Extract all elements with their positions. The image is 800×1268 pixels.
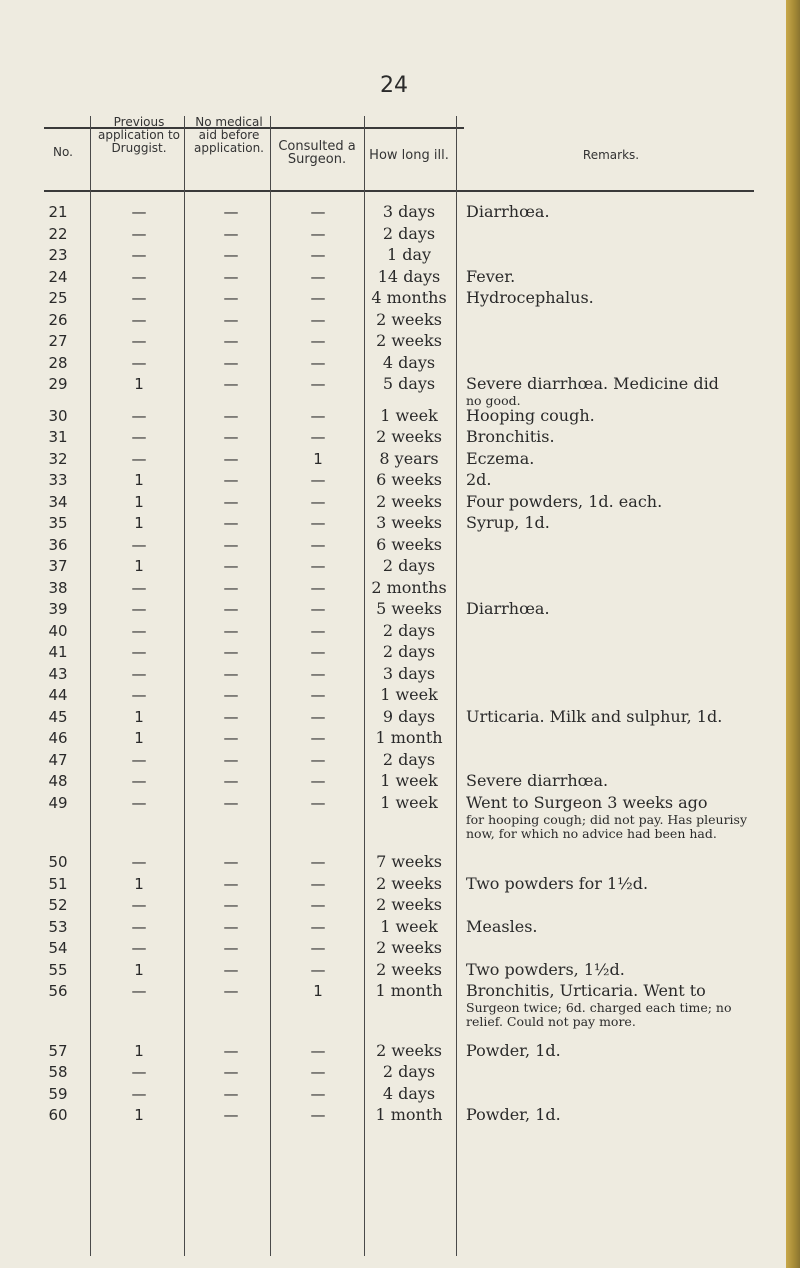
cell-no: 60 [48, 1106, 68, 1124]
cell-previous-application: 1 [134, 1041, 144, 1060]
cell-consulted-surgeon: — [310, 203, 326, 221]
cell-no-medical-aid: — [223, 289, 239, 307]
cell-how-long-ill: 2 weeks [376, 331, 442, 350]
cell-how-long-ill: 8 years [379, 448, 439, 468]
cell-previous-application: — [131, 939, 147, 957]
cell-no-medical-aid: — [223, 535, 239, 554]
cell-no-medical-aid: — [223, 246, 239, 264]
cell-no: 39 [48, 600, 68, 618]
cell-no-medical-aid: — [223, 492, 239, 511]
cell-no-medical-aid: — [223, 939, 239, 957]
cell-consulted-surgeon: — [310, 353, 326, 372]
cell-previous-application: — [131, 203, 147, 221]
cell-remarks: Powder, 1d. [466, 1105, 561, 1124]
header-how-long-ill: How long ill. [369, 148, 449, 163]
column-rule-5 [456, 116, 457, 1256]
cell-no-medical-aid: — [223, 643, 239, 661]
page-number: 24 [380, 73, 408, 98]
cell-consulted-surgeon: — [310, 621, 326, 640]
book-edge [786, 0, 800, 1268]
cell-how-long-ill: 2 weeks [376, 895, 442, 914]
cell-consulted-surgeon: — [310, 492, 326, 511]
cell-no-medical-aid: — [223, 203, 239, 221]
cell-previous-application: — [131, 772, 147, 790]
cell-consulted-surgeon: — [310, 1084, 326, 1103]
cell-remarks-continued: no good. [466, 393, 521, 408]
cell-no: 48 [48, 772, 68, 790]
cell-no: 44 [48, 686, 68, 704]
cell-previous-application: — [131, 578, 147, 597]
cell-no: 59 [48, 1084, 68, 1103]
cell-consulted-surgeon: — [310, 1063, 326, 1081]
cell-how-long-ill: 1 week [380, 916, 438, 936]
cell-no-medical-aid: — [223, 578, 239, 597]
cell-previous-application: 1 [134, 707, 144, 726]
cell-previous-application: — [131, 310, 147, 329]
cell-no-medical-aid: — [223, 600, 239, 618]
cell-how-long-ill: 1 week [380, 685, 438, 704]
cell-no: 54 [48, 939, 68, 957]
cell-consulted-surgeon: — [310, 960, 326, 979]
cell-how-long-ill: 5 days [382, 374, 436, 393]
cell-no-medical-aid: — [223, 1063, 239, 1081]
cell-remarks: Went to Surgeon 3 weeks ago [466, 792, 708, 812]
cell-no: 34 [48, 492, 68, 511]
cell-no-medical-aid: — [223, 1084, 239, 1103]
cell-previous-application: 1 [134, 1106, 144, 1124]
cell-previous-application: 1 [134, 557, 144, 575]
cell-consulted-surgeon: — [310, 1106, 326, 1124]
cell-no-medical-aid: — [223, 750, 239, 769]
header-no-medical-aid: No medical aid before application. [193, 115, 264, 155]
cell-no: 28 [48, 353, 68, 372]
cell-remarks: Diarrhœa. [466, 599, 550, 618]
cell-no-medical-aid: — [223, 1106, 239, 1124]
cell-remarks-continued: Surgeon twice; 6d. charged each time; no relief. Could not pay more. [466, 1000, 732, 1029]
cell-consulted-surgeon: — [310, 939, 326, 957]
cell-no-medical-aid: — [223, 960, 239, 979]
cell-no-medical-aid: — [223, 1041, 239, 1060]
cell-no: 35 [48, 514, 68, 532]
cell-no: 45 [48, 707, 68, 726]
cell-how-long-ill: 2 weeks [376, 427, 442, 446]
cell-consulted-surgeon: — [310, 514, 326, 532]
cell-no: 38 [48, 578, 68, 597]
header-remarks: Remarks. [582, 148, 640, 162]
cell-consulted-surgeon: — [310, 686, 326, 704]
cell-no: 22 [48, 224, 68, 243]
cell-no-medical-aid: — [223, 375, 239, 393]
cell-no: 33 [48, 471, 68, 489]
cell-how-long-ill: 2 weeks [376, 491, 442, 511]
cell-consulted-surgeon: — [310, 557, 326, 575]
cell-remarks: Severe diarrhœa. Medicine did [466, 374, 719, 393]
cell-no: 41 [48, 643, 68, 661]
cell-how-long-ill: 2 weeks [376, 309, 442, 329]
cell-previous-application: 1 [134, 874, 144, 893]
header-bottom-rule [44, 190, 754, 192]
cell-remarks: Fever. [466, 266, 516, 286]
cell-no-medical-aid: — [223, 772, 239, 790]
cell-previous-application: — [131, 750, 147, 769]
cell-no: 55 [48, 960, 68, 979]
cell-how-long-ill: 2 weeks [376, 938, 442, 957]
cell-how-long-ill: 5 weeks [376, 599, 442, 618]
cell-how-long-ill: 3 weeks [376, 513, 442, 532]
cell-previous-application: 1 [134, 375, 144, 393]
cell-how-long-ill: 6 weeks [376, 534, 442, 554]
header-consulted-surgeon: Consulted a Surgeon. [278, 139, 356, 167]
cell-remarks: Diarrhœa. [466, 202, 550, 221]
cell-no: 36 [48, 535, 68, 554]
cell-no: 24 [48, 267, 68, 286]
cell-consulted-surgeon: — [310, 917, 326, 936]
cell-consulted-surgeon: — [310, 643, 326, 661]
cell-previous-application: — [131, 449, 147, 468]
cell-consulted-surgeon: — [310, 896, 326, 914]
cell-previous-application: — [131, 224, 147, 243]
cell-no-medical-aid: — [223, 621, 239, 640]
cell-no: 58 [48, 1063, 68, 1081]
cell-no-medical-aid: — [223, 793, 239, 812]
cell-remarks: Four powders, 1d. each. [466, 491, 663, 511]
header-previous-application: Previous application to Druggist. [97, 115, 181, 155]
cell-how-long-ill: 14 days [377, 266, 441, 286]
cell-no-medical-aid: — [223, 406, 239, 425]
cell-consulted-surgeon: — [310, 246, 326, 264]
cell-no: 40 [48, 621, 68, 640]
cell-previous-application: — [131, 406, 147, 425]
cell-no-medical-aid: — [223, 471, 239, 489]
cell-no-medical-aid: — [223, 353, 239, 372]
cell-how-long-ill: 1 week [380, 405, 438, 425]
header-no: No. [53, 145, 73, 159]
cell-no-medical-aid: — [223, 917, 239, 936]
cell-consulted-surgeon: — [310, 267, 326, 286]
cell-remarks: Syrup, 1d. [466, 513, 550, 532]
cell-previous-application: — [131, 793, 147, 812]
cell-previous-application: 1 [134, 514, 144, 532]
cell-previous-application: 1 [134, 471, 144, 489]
cell-how-long-ill: 4 months [371, 288, 447, 307]
cell-consulted-surgeon: — [310, 578, 326, 597]
cell-how-long-ill: 1 month [375, 1105, 443, 1124]
cell-how-long-ill: 1 month [375, 981, 443, 1000]
cell-how-long-ill: 2 days [382, 556, 436, 575]
cell-consulted-surgeon: 1 [313, 449, 323, 468]
cell-previous-application: — [131, 982, 147, 1000]
cell-consulted-surgeon: — [310, 853, 326, 871]
cell-how-long-ill: 2 days [382, 223, 436, 243]
cell-how-long-ill: 1 month [375, 728, 443, 747]
cell-consulted-surgeon: — [310, 289, 326, 307]
cell-no: 47 [48, 750, 68, 769]
cell-how-long-ill: 3 days [382, 663, 436, 683]
cell-no-medical-aid: — [223, 557, 239, 575]
cell-no-medical-aid: — [223, 853, 239, 871]
cell-consulted-surgeon: — [310, 310, 326, 329]
cell-how-long-ill: 9 days [382, 706, 436, 726]
cell-consulted-surgeon: — [310, 535, 326, 554]
cell-no-medical-aid: — [223, 514, 239, 532]
cell-consulted-surgeon: — [310, 874, 326, 893]
cell-no: 57 [48, 1041, 68, 1060]
cell-previous-application: — [131, 600, 147, 618]
cell-previous-application: — [131, 246, 147, 264]
cell-previous-application: — [131, 853, 147, 871]
cell-no: 32 [48, 449, 68, 468]
cell-no: 52 [48, 896, 68, 914]
cell-consulted-surgeon: — [310, 1041, 326, 1060]
cell-no: 30 [48, 406, 68, 425]
cell-remarks: Severe diarrhœa. [466, 771, 609, 790]
cell-no-medical-aid: — [223, 428, 239, 446]
cell-remarks: Two powders for 1½d. [466, 873, 649, 893]
cell-previous-application: — [131, 917, 147, 936]
cell-how-long-ill: 4 days [382, 352, 436, 372]
cell-consulted-surgeon: 1 [313, 982, 323, 1000]
cell-no: 49 [48, 793, 68, 812]
cell-remarks: Powder, 1d. [466, 1040, 561, 1060]
cell-no-medical-aid: — [223, 874, 239, 893]
cell-no: 29 [48, 375, 68, 393]
cell-no-medical-aid: — [223, 896, 239, 914]
cell-consulted-surgeon: — [310, 375, 326, 393]
cell-no-medical-aid: — [223, 729, 239, 747]
cell-no: 46 [48, 729, 68, 747]
cell-remarks: Two powders, 1½d. [466, 959, 625, 979]
cell-previous-application: 1 [134, 492, 144, 511]
cell-how-long-ill: 2 months [371, 577, 447, 597]
cell-remarks: Hydrocephalus. [466, 288, 594, 307]
cell-remarks: 2d. [466, 470, 492, 489]
cell-consulted-surgeon: — [310, 406, 326, 425]
cell-how-long-ill: 2 days [382, 642, 436, 661]
cell-no-medical-aid: — [223, 224, 239, 243]
cell-how-long-ill: 4 days [382, 1083, 436, 1103]
cell-no: 21 [48, 203, 68, 221]
cell-remarks: Bronchitis, Urticaria. Went to [466, 981, 706, 1000]
cell-remarks: Urticaria. Milk and sulphur, 1d. [466, 706, 723, 726]
cell-no: 56 [48, 982, 68, 1000]
cell-how-long-ill: 1 week [380, 771, 438, 790]
cell-how-long-ill: 2 weeks [376, 873, 442, 893]
cell-remarks: Measles. [466, 916, 538, 936]
cell-how-long-ill: 1 week [380, 792, 438, 812]
cell-previous-application: — [131, 896, 147, 914]
cell-previous-application: 1 [134, 960, 144, 979]
cell-previous-application: — [131, 664, 147, 683]
cell-no: 43 [48, 664, 68, 683]
cell-no-medical-aid: — [223, 267, 239, 286]
cell-no-medical-aid: — [223, 707, 239, 726]
cell-no: 26 [48, 310, 68, 329]
cell-no: 51 [48, 874, 68, 893]
cell-remarks-continued: for hooping cough; did not pay. Has pleurisy now, for which no advice had been had. [466, 811, 748, 841]
cell-how-long-ill: 3 days [382, 202, 436, 221]
cell-consulted-surgeon: — [310, 793, 326, 812]
cell-previous-application: — [131, 686, 147, 704]
cell-previous-application: — [131, 1063, 147, 1081]
cell-previous-application: — [131, 428, 147, 446]
cell-how-long-ill: 2 weeks [376, 959, 442, 979]
cell-how-long-ill: 2 days [382, 749, 436, 769]
cell-no: 27 [48, 332, 68, 350]
cell-no: 50 [48, 853, 68, 871]
cell-no: 53 [48, 917, 68, 936]
cell-previous-application: — [131, 535, 147, 554]
cell-no-medical-aid: — [223, 686, 239, 704]
cell-previous-application: — [131, 267, 147, 286]
cell-no: 31 [48, 428, 68, 446]
cell-consulted-surgeon: — [310, 224, 326, 243]
cell-remarks: Bronchitis. [466, 427, 555, 446]
cell-consulted-surgeon: — [310, 707, 326, 726]
cell-previous-application: — [131, 289, 147, 307]
cell-previous-application: — [131, 621, 147, 640]
cell-consulted-surgeon: — [310, 729, 326, 747]
cell-no-medical-aid: — [223, 449, 239, 468]
cell-how-long-ill: 2 days [382, 620, 436, 640]
cell-no-medical-aid: — [223, 982, 239, 1000]
cell-no-medical-aid: — [223, 310, 239, 329]
cell-how-long-ill: 7 weeks [376, 852, 442, 871]
cell-consulted-surgeon: — [310, 772, 326, 790]
cell-consulted-surgeon: — [310, 332, 326, 350]
cell-consulted-surgeon: — [310, 428, 326, 446]
cell-no: 25 [48, 289, 68, 307]
cell-previous-application: — [131, 1084, 147, 1103]
cell-how-long-ill: 1 day [386, 245, 432, 264]
cell-no: 23 [48, 246, 68, 264]
cell-how-long-ill: 2 days [382, 1062, 436, 1081]
cell-consulted-surgeon: — [310, 664, 326, 683]
cell-previous-application: — [131, 332, 147, 350]
cell-remarks: Hooping cough. [466, 405, 595, 425]
cell-how-long-ill: 6 weeks [376, 470, 442, 489]
cell-previous-application: 1 [134, 729, 144, 747]
cell-previous-application: — [131, 353, 147, 372]
cell-consulted-surgeon: — [310, 750, 326, 769]
cell-consulted-surgeon: — [310, 600, 326, 618]
cell-consulted-surgeon: — [310, 471, 326, 489]
cell-previous-application: — [131, 643, 147, 661]
cell-no: 37 [48, 557, 68, 575]
cell-remarks: Eczema. [466, 448, 535, 468]
cell-no-medical-aid: — [223, 664, 239, 683]
cell-no-medical-aid: — [223, 332, 239, 350]
cell-how-long-ill: 2 weeks [376, 1040, 442, 1060]
